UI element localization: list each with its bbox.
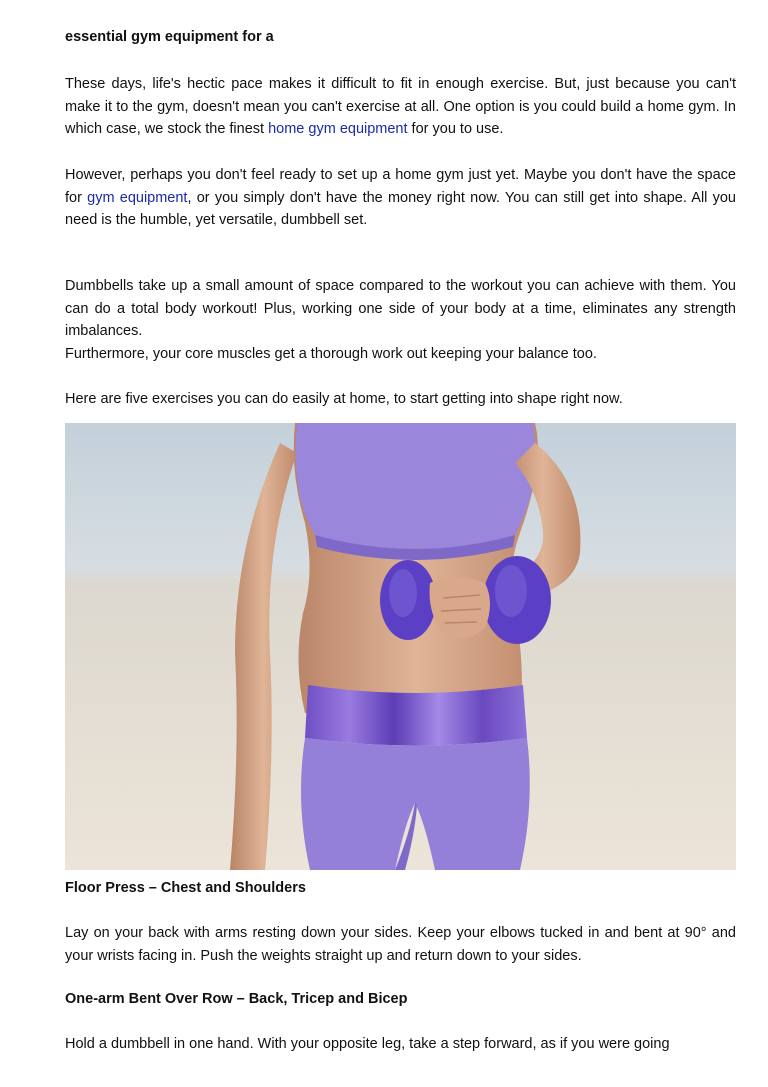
document-title: essential gym equipment for a [65,29,274,45]
second-paragraph: However, perhaps you don't feel ready to set up a home gym just yet. Maybe you don't have the space for gym equipment, or you simply don't have the money right now. You can still get into shape. All you need is the humble, yet versatile, dumbbell set. [65,167,736,229]
home-gym-equipment-link[interactable]: home gym equipment [268,121,408,138]
woman-holding-dumbbell-photo [65,423,736,870]
exercises-intro-paragraph: Here are five exercises you can do easily at home, to start getting into shape right now. [65,391,623,407]
section-body-floor-press: Lay on your back with arms resting down your sides. Keep your elbows tucked in and bent at 90° and your wrists facing in. Push the weights straight up and return down to your sides. [65,925,736,964]
section-body-bent-over-row: Hold a dumbbell in one hand. With your opposite leg, take a step forward, as if you were going [65,1036,670,1052]
gym-equipment-link[interactable]: gym equipment [87,189,188,206]
dumbbell-paragraph: Dumbbells take up a small amount of space compared to the workout you can achieve with them. You can do a total body workout! Plus, working one side of your body at a time, eliminates any strength imbalances. Furthermore, your core muscles get a thorough work out keeping your balance too. [65,278,736,362]
intro-paragraph: These days, life's hectic pace makes it difficult to fit in enough exercise. But, just because you can't make it to the gym, doesn't mean you can't exercise at all. One option is you could build a home gym. In which case, we stock the finest home gym equipment for you to use. [65,76,736,138]
section-heading-floor-press: Floor Press – Chest and Shoulders [65,880,306,896]
section-heading-bent-over-row: One-arm Bent Over Row – Back, Tricep and Bicep [65,991,408,1007]
